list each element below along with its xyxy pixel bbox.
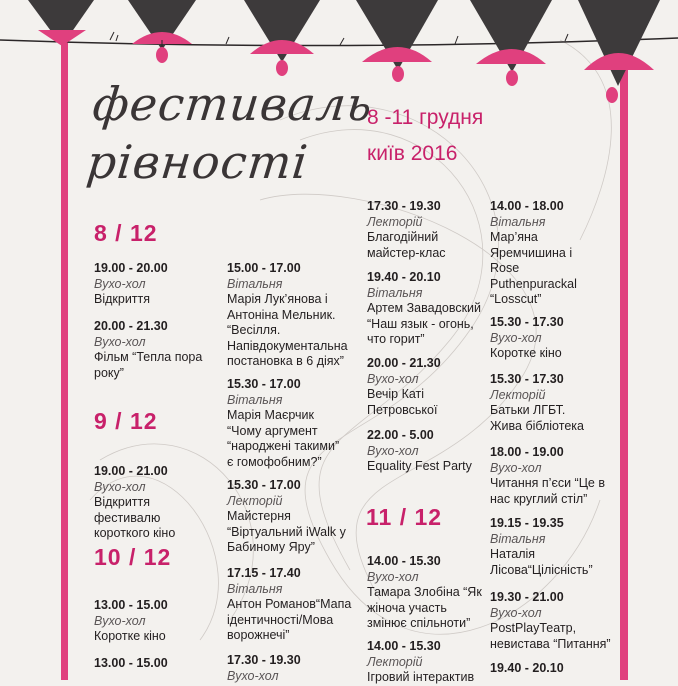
event-item: 14.00 - 15.30 Лекторій Ігровий інтерактив bbox=[367, 639, 475, 684]
event-item: 19.00 - 20.00 Вухо-хол Відкриття bbox=[94, 261, 168, 306]
event-item: 15.30 - 17.30 Лекторій Батьки ЛГБТ. Жива бібліотека bbox=[490, 372, 584, 433]
event-item: 15.30 - 17.00 Вітальня Марія Маєрчик “Чому аргумент “народжені такими” є гомофобним?” bbox=[227, 377, 340, 469]
dates-line-1: 8 -11 грудня bbox=[367, 106, 484, 129]
event-item: 15.00 - 17.00 Вітальня Марія Лук’янова і Антоніна Мельник. “Весілля. Напівдокументальна постановка в 6 діях” bbox=[227, 261, 348, 368]
event-item: 22.00 - 5.00 Вухо-хол Equality Fest Party bbox=[367, 428, 472, 473]
event-item: 19.40 - 20.10 bbox=[490, 661, 564, 675]
right-accent-bar bbox=[620, 10, 628, 680]
event-item: 13.00 - 15.00 bbox=[94, 656, 168, 670]
event-item: 19.00 - 21.00 Вухо-хол Відкриття фестивалю короткого кіно bbox=[94, 464, 176, 540]
event-item: 14.00 - 18.00 Вітальня Мар’яна Яремчишина і Rose Puthenpurackal “Losscut” bbox=[490, 199, 577, 306]
day-heading-10: 10 / 12 bbox=[94, 544, 172, 570]
event-item: 15.30 - 17.30 Вухо-хол Коротке кіно bbox=[490, 315, 564, 360]
event-item: 19.15 - 19.35 Вітальня Наталія Лісова“Цілісність” bbox=[490, 516, 593, 577]
event-item: 14.00 - 15.30 Вухо-хол Тамара Злобіна “Як жіноча участь змінює спільноти” bbox=[367, 554, 482, 630]
event-item: 18.00 - 19.00 Вухо-хол Читання п’єси “Це в нас круглий стіл” bbox=[490, 445, 606, 506]
event-item: 17.30 - 19.30 Лекторій Благодійний майстер-клас bbox=[367, 199, 446, 260]
flag-1 bbox=[28, 0, 94, 52]
event-item: 19.40 - 20.10 Вітальня Артем Завадовский “Наш язык - огонь, что горит” bbox=[367, 270, 482, 346]
festival-title bbox=[84, 75, 376, 191]
day-heading-9: 9 / 12 bbox=[94, 408, 158, 434]
event-item: 20.00 - 21.30 Вухо-хол Вечір Каті Петровської bbox=[367, 356, 441, 417]
title-line-2: рівності bbox=[84, 135, 311, 189]
dates-line-2: київ 2016 bbox=[367, 142, 458, 165]
event-item: 17.30 - 19.30 Вухо-хол bbox=[227, 653, 301, 683]
left-accent-bar bbox=[61, 30, 68, 680]
day-heading-8: 8 / 12 bbox=[94, 220, 158, 246]
event-item: 19.30 - 21.00 Вухо-хол PostPlayТеатр, невистава “Питання” bbox=[490, 590, 611, 651]
festival-dates bbox=[367, 100, 483, 172]
event-item: 20.00 - 21.30 Вухо-хол Фільм “Тепла пора року” bbox=[94, 319, 203, 380]
title-line-1: фестиваль bbox=[90, 77, 376, 131]
day-heading-11: 11 / 12 bbox=[366, 504, 443, 530]
event-item: 15.30 - 17.00 Лекторій Майстерня “Віртуальний iWalk у Бабиному Яру” bbox=[227, 478, 346, 554]
event-item: 17.15 - 17.40 Вітальня Антон Романов“Мапа ідентичності/Мова ворожнечі” bbox=[227, 566, 352, 642]
event-item: 13.00 - 15.00 Вухо-хол Коротке кіно bbox=[94, 598, 168, 643]
